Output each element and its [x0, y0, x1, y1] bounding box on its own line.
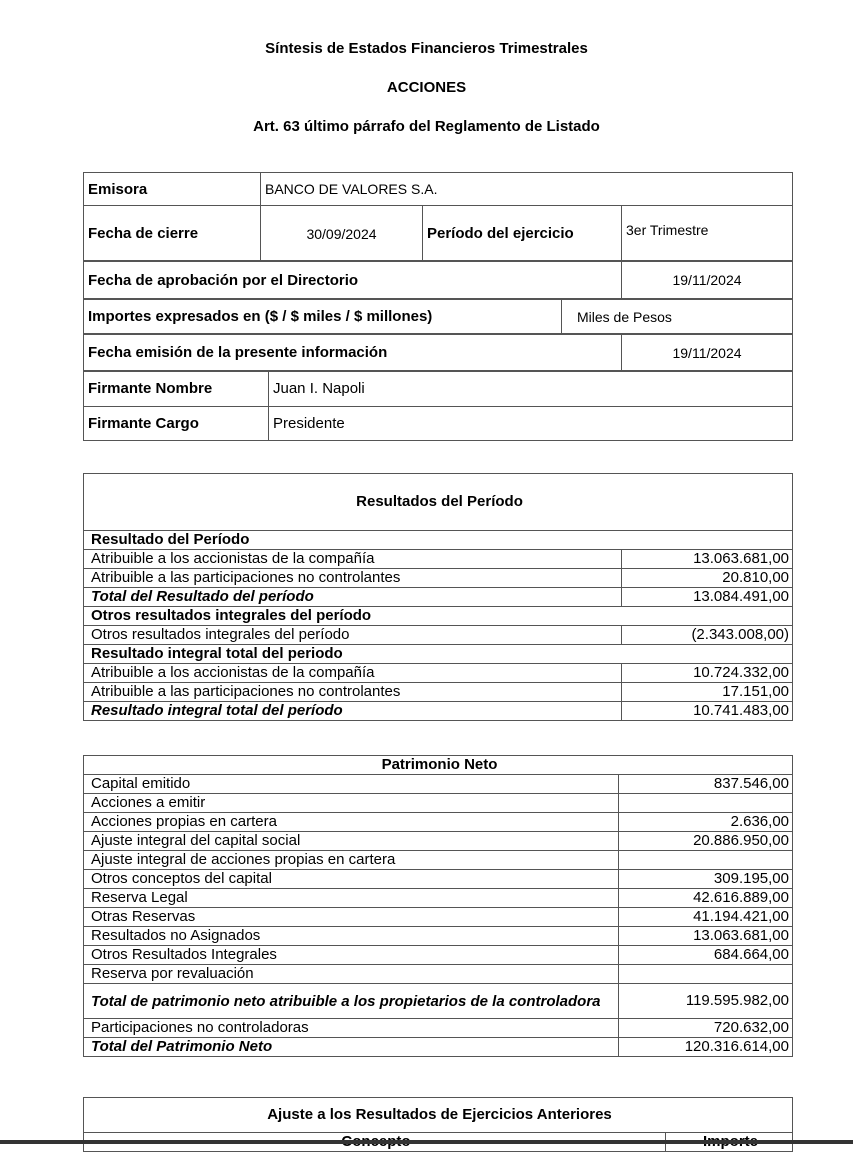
table-row: [84, 1019, 793, 1038]
row-value: [619, 965, 793, 984]
table-row: [84, 626, 793, 645]
row-label: Reserva Legal: [84, 889, 619, 908]
document-title: Síntesis de Estados Financieros Trimestrales: [265, 40, 588, 57]
row-label: Total del Resultado del período: [84, 588, 622, 607]
row-value: 309.195,00: [619, 870, 793, 889]
table-row: [84, 794, 793, 813]
patrimonio-table: [83, 755, 793, 1057]
row-value: 720.632,00: [619, 1019, 793, 1038]
emisora-label: Emisora: [84, 173, 261, 206]
table-row: [84, 984, 793, 1019]
row-label: Atribuible a los accionistas de la compañía: [84, 664, 622, 683]
firmante-cargo-value: Presidente: [269, 407, 793, 441]
row-label: Acciones propias en cartera: [84, 813, 619, 832]
row-value: 20.886.950,00: [619, 832, 793, 851]
table-row: [84, 569, 793, 588]
ajuste-title: Ajuste a los Resultados de Ejercicios Anteriores: [84, 1098, 793, 1133]
importes-value: Miles de Pesos: [562, 299, 793, 335]
row-value: 120.316.614,00: [619, 1038, 793, 1057]
section-heading: Otros resultados integrales del período: [84, 607, 793, 626]
importes-label: Importes expresados en ($ / $ miles / $ millones): [84, 299, 562, 335]
table-row: [84, 851, 793, 870]
firmante-cargo-label: Firmante Cargo: [84, 407, 269, 441]
table-row: [84, 965, 793, 984]
row-value: 17.151,00: [622, 683, 793, 702]
document-subtitle: ACCIONES: [386, 79, 467, 96]
row-value: 13.063.681,00: [619, 927, 793, 946]
table-row: [84, 908, 793, 927]
row-label: Participaciones no controladoras: [84, 1019, 619, 1038]
row-value: 20.810,00: [622, 569, 793, 588]
row-value: 10.724.332,00: [622, 664, 793, 683]
document-article: Art. 63 último párrafo del Reglamento de Listado: [253, 118, 600, 135]
row-label: Total de patrimonio neto atribuible a los propietarios de la controladora: [84, 984, 619, 1019]
page-divider: [0, 1140, 853, 1144]
row-value: 684.664,00: [619, 946, 793, 965]
section-heading: Resultado del Período: [84, 531, 793, 550]
periodo-value: 3er Trimestre: [622, 206, 793, 262]
row-value: 119.595.982,00: [619, 984, 793, 1019]
table-row: [84, 775, 793, 794]
firmante-nombre-label: Firmante Nombre: [84, 371, 269, 407]
row-value: 13.063.681,00: [622, 550, 793, 569]
aprobacion-label: Fecha de aprobación por el Directorio: [84, 261, 622, 300]
row-label: Atribuible a los accionistas de la compañía: [84, 550, 622, 569]
row-label: Ajuste integral del capital social: [84, 832, 619, 851]
resultados-table: [83, 473, 793, 721]
section-heading: Resultado integral total del periodo: [84, 645, 793, 664]
row-value: 2.636,00: [619, 813, 793, 832]
table-row: [84, 683, 793, 702]
row-label: Ajuste integral de acciones propias en cartera: [84, 851, 619, 870]
row-label: Total del Patrimonio Neto: [84, 1038, 619, 1057]
row-value: 837.546,00: [619, 775, 793, 794]
row-label: Otros conceptos del capital: [84, 870, 619, 889]
row-label: Atribuible a las participaciones no controlantes: [84, 683, 622, 702]
aprobacion-value: 19/11/2024: [622, 261, 793, 300]
row-value: [619, 794, 793, 813]
row-label: Otras Reservas: [84, 908, 619, 927]
table-row: [84, 588, 793, 607]
table-row: [84, 702, 793, 721]
table-row: [84, 664, 793, 683]
table-row: [84, 832, 793, 851]
table-row: [84, 1038, 793, 1057]
fecha-cierre-value: 30/09/2024: [261, 206, 423, 262]
table-row: [84, 550, 793, 569]
emisora-value: BANCO DE VALORES S.A.: [261, 173, 793, 206]
patrimonio-title: Patrimonio Neto: [84, 756, 793, 775]
row-label: Reserva por revaluación: [84, 965, 619, 984]
table-row: [84, 927, 793, 946]
resultados-title: Resultados del Período: [84, 474, 793, 531]
row-value: 13.084.491,00: [622, 588, 793, 607]
firmante-nombre-value: Juan I. Napoli: [269, 371, 793, 407]
row-label: Resultado integral total del período: [84, 702, 622, 721]
emision-label: Fecha emisión de la presente información: [84, 334, 622, 372]
row-value: [619, 851, 793, 870]
row-label: Atribuible a las participaciones no controlantes: [84, 569, 622, 588]
row-value: 42.616.889,00: [619, 889, 793, 908]
table-row: [84, 889, 793, 908]
table-row: [84, 870, 793, 889]
row-label: Resultados no Asignados: [84, 927, 619, 946]
row-value: 41.194.421,00: [619, 908, 793, 927]
row-value: 10.741.483,00: [622, 702, 793, 721]
emision-value: 19/11/2024: [622, 334, 793, 372]
row-value: (2.343.008,00): [622, 626, 793, 645]
row-label: Acciones a emitir: [84, 794, 619, 813]
table-row: [84, 813, 793, 832]
table-row: [84, 946, 793, 965]
fecha-cierre-label: Fecha de cierre: [84, 206, 261, 262]
row-label: Otros resultados integrales del período: [84, 626, 622, 645]
row-label: Otros Resultados Integrales: [84, 946, 619, 965]
row-label: Capital emitido: [84, 775, 619, 794]
periodo-label: Período del ejercicio: [423, 206, 622, 262]
